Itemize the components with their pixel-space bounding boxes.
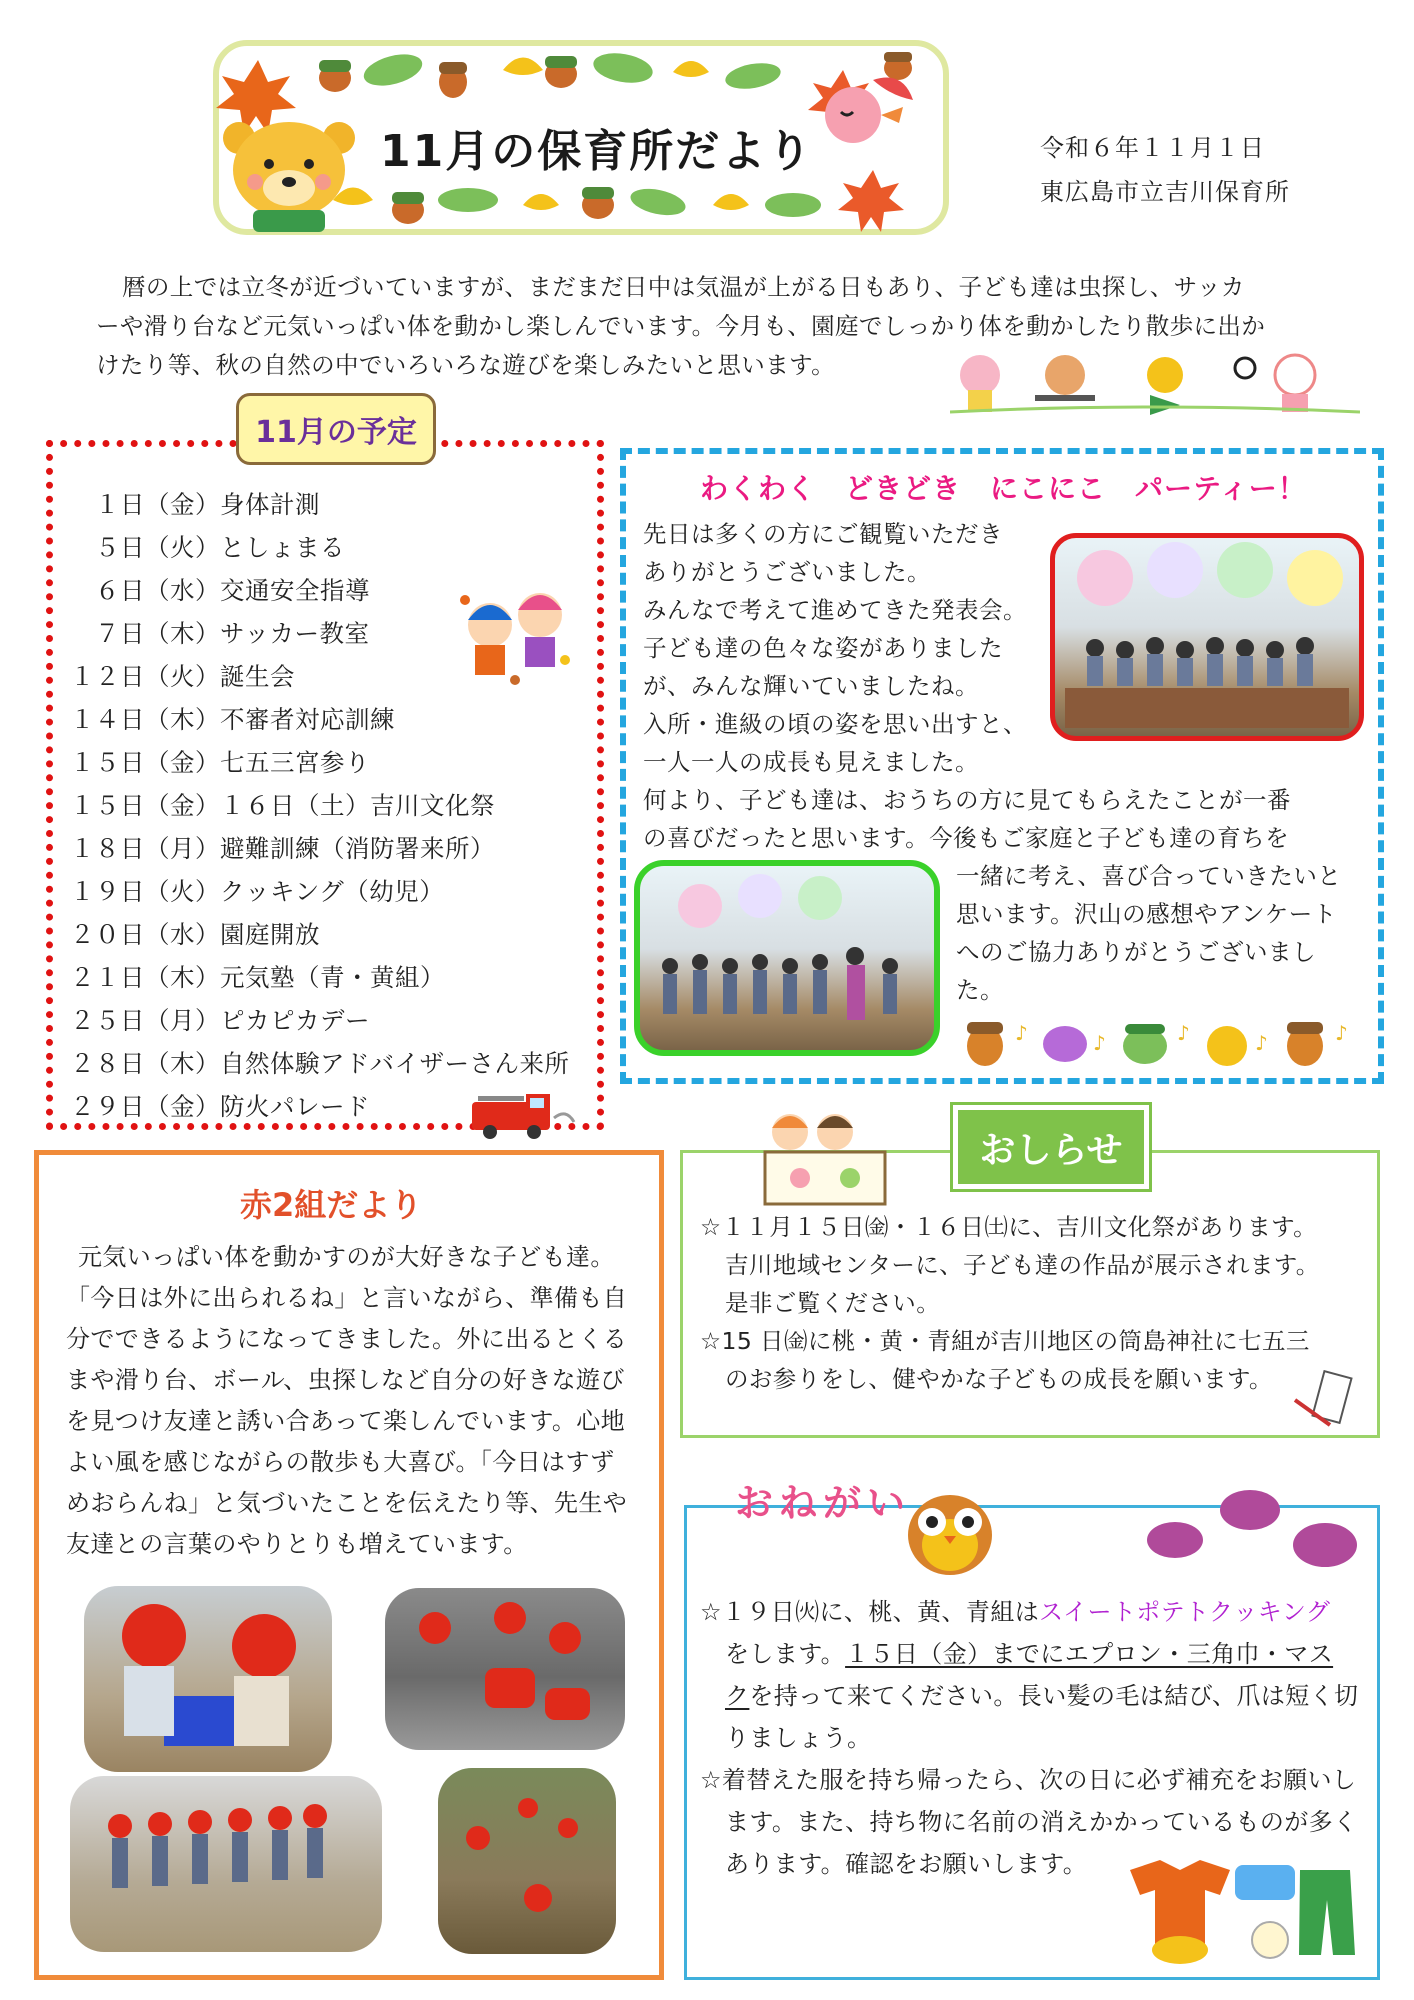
schedule-item: １８日（月）避難訓練（消防署来所） — [70, 834, 495, 863]
request-line-text: をします。 — [725, 1640, 846, 1668]
notice-text-line: のお参りをし、健やかな子どもの成長を願います。 — [725, 1365, 1273, 1393]
children-riding-toys-photo — [385, 1588, 625, 1750]
class-aka2-text-line: まや滑り台、ボール、虫探しなど自分の好きな遊び — [66, 1366, 625, 1394]
intro-line-1: 暦の上では立冬が近づいていますが、まだまだ日中は気温が上がる日もあり、子ども達は虫探し、サッカ — [122, 273, 1245, 301]
children-in-leaves-illustration — [455, 580, 575, 690]
request-text-line: りましょう。 — [725, 1724, 872, 1752]
class-aka2-text-line: めおらんね」と気づいたことを伝えたり等、先生や — [66, 1489, 628, 1517]
organization-name: 東広島市立吉川保育所 — [1040, 178, 1290, 206]
svg-text:♪: ♪ — [1335, 1021, 1348, 1045]
underlined-items: １５日（金）までにエプロン・三角巾・マス — [845, 1640, 1334, 1668]
class-aka2-text-line: 分でできるようになってきました。外に出るとくる — [66, 1325, 628, 1353]
party-text-line: 一人一人の成長も見えました。 — [643, 748, 979, 776]
notice-text-line: ☆１１月１５日㈮・１６日㈯に、吉川文化祭があります。 — [700, 1213, 1318, 1241]
issue-date: 令和６年１１月１日 — [1040, 134, 1265, 162]
party-text-line: 思います。沢山の感想やアンケート — [956, 900, 1337, 928]
party-text-line: ありがとうございました。 — [643, 558, 931, 586]
svg-text:♪: ♪ — [1015, 1021, 1028, 1045]
highlighted-event: スイートポテトクッキング — [1039, 1598, 1331, 1626]
schedule-item: １９日（火）クッキング（幼児） — [70, 877, 445, 906]
request-text-line — [725, 1634, 1333, 1669]
class-aka2-text-line: 友達との言葉のやりとりも増えています。 — [66, 1530, 528, 1558]
schedule-item: ２１日（木）元気塾（青・黄組） — [70, 963, 445, 992]
schedule-item: １４日（木）不審者対応訓練 — [70, 705, 395, 734]
bear-icon — [223, 122, 355, 232]
intro-line-2: ーや滑り台など元気いっぱい体を動かし楽しんでいます。今月も、園庭でしっかり体を動かしたり散歩に出か — [96, 312, 1266, 340]
recital-group-photo — [1050, 533, 1364, 741]
request-text-line: ☆着替えた服を持ち帰ったら、次の日に必ず補充をお願いし — [700, 1766, 1357, 1794]
intro-line-3: けたり等、秋の自然の中でいろいろな遊びを楽しみたいと思います。 — [96, 351, 836, 379]
svg-text:♪: ♪ — [1177, 1021, 1190, 1045]
class-aka2-title: 赤2組だより — [240, 1186, 423, 1224]
schedule-item: １５日（金）七五三宮参り — [70, 748, 370, 777]
children-on-stage-photo — [1055, 538, 1359, 736]
class-aka2-text-line: よい風を感じながらの散歩も大喜び。「今日はすず — [66, 1448, 615, 1476]
party-text-line: 子ども達の色々な姿がありました — [643, 634, 1003, 662]
children-walk-photo — [70, 1776, 382, 1952]
schedule-item: １５日（金）１６日（土）吉川文化祭 — [70, 791, 495, 820]
owl-icon — [900, 1480, 1000, 1580]
schedule-item: ６日（水）交通安全指導 — [70, 576, 370, 605]
party-text-line: の喜びだったと思います。今後もご家庭と子ども達の育ちを — [643, 824, 1290, 852]
schedule-item: ２８日（木）自然体験アドバイザーさん来所 — [70, 1049, 570, 1078]
fire-truck-icon — [470, 1090, 580, 1140]
request-text-line: ます。また、持ち物に名前の消えかかっているものが多く — [725, 1808, 1358, 1836]
children-playing-illustration — [950, 350, 1360, 420]
class-aka2-text-line: 「今日は外に出られるね」と言いながら、準備も自 — [66, 1284, 628, 1312]
party-text-line: 入所・進級の頃の姿を思い出すと、 — [643, 710, 1027, 738]
schedule-item: １日（金）身体計測 — [70, 490, 320, 519]
party-text-line: みんなで考えて進めてきた発表会。 — [643, 596, 1027, 624]
party-text-line: が、みんな輝いていましたね。 — [643, 672, 979, 700]
chitose-ame-icon — [1290, 1370, 1360, 1430]
schedule-item: ７日（木）サッカー教室 — [70, 619, 370, 648]
request-line-text: を持って来てください。長い髪の毛は結び、爪は短く切 — [749, 1682, 1359, 1710]
party-text-line: 何より、子ども達は、おうちの方に見てもらえたことが一番 — [643, 786, 1291, 814]
underlined-items: ク — [725, 1682, 750, 1710]
party-text-line: た。 — [956, 976, 1004, 1004]
party-title: わくわく どきどき にこにこ パーティー！ — [700, 472, 1307, 505]
party-text-line: へのご協力ありがとうございまし — [956, 938, 1316, 966]
class-aka2-text-line: を見つけ友達と誘い合あって楽しんでいます。心地 — [66, 1407, 626, 1435]
schedule-item: ２９日（金）防火パレード — [70, 1092, 370, 1121]
svg-text:♪: ♪ — [1255, 1031, 1268, 1055]
request-text-line: あります。確認をお願いします。 — [725, 1850, 1088, 1878]
schedule-item: ２５日（月）ピカピカデー — [70, 1006, 370, 1035]
party-text-line: 一緒に考え、喜び合っていきたいと — [956, 862, 1342, 890]
class-aka2-text-line: 元気いっぱい体を動かすのが大好きな子ども達。 — [78, 1243, 615, 1271]
party-text-line: 先日は多くの方にご観覧いただき — [643, 520, 1003, 548]
notice-text-line: 是非ご覧ください。 — [725, 1289, 941, 1317]
schedule-item: １２日（火）誕生会 — [70, 662, 295, 691]
request-text-line — [700, 1592, 1330, 1627]
notice-text-line: 吉川地域センターに、子ども達の作品が展示されます。 — [725, 1251, 1320, 1279]
notice-title: おしらせ — [953, 1105, 1149, 1189]
request-text-line — [725, 1676, 1358, 1711]
recital-dance-photo — [634, 860, 940, 1056]
schedule-item: ５日（火）としょまる — [70, 533, 345, 562]
svg-text:♪: ♪ — [1093, 1031, 1106, 1055]
children-dancing-photo — [640, 866, 934, 1050]
acorn-characters-illustration — [955, 1010, 1365, 1070]
schedule-item: ２０日（水）園庭開放 — [70, 920, 320, 949]
children-playing-photo — [84, 1586, 332, 1772]
notice-text-line: ☆15 日㈮に桃・黄・青組が吉川地区の筒島神社に七五三 — [700, 1327, 1310, 1355]
request-line-text: ☆１９日㈫に、桃、黄、青組は — [700, 1598, 1040, 1626]
schedule-header: 11月の予定 — [236, 393, 436, 465]
sweet-potato-characters — [1140, 1480, 1370, 1580]
children-holding-sign-illustration — [760, 1110, 910, 1210]
children-forest-walk-photo — [438, 1768, 616, 1954]
page-title: 11月の保育所だより — [380, 126, 814, 177]
clothing-items-illustration — [1120, 1850, 1360, 1970]
request-title: おねがい — [735, 1481, 912, 1525]
